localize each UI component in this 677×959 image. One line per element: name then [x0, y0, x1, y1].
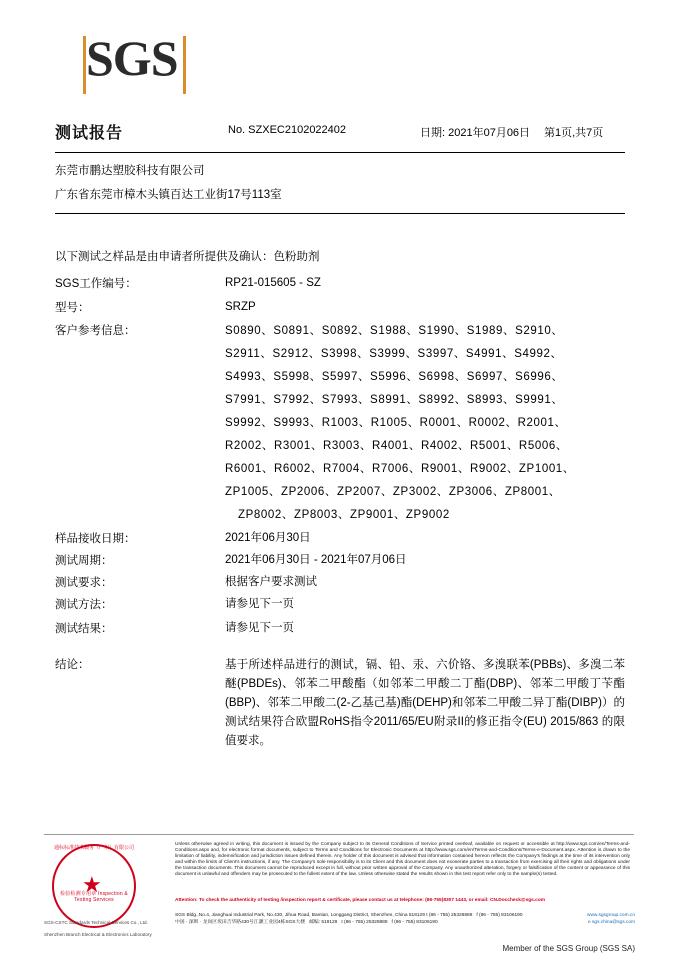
field-value-test-requirement: 根据客户要求测试 — [225, 576, 317, 588]
sgs-logo-text: SGS — [86, 30, 178, 86]
footer-website[interactable]: www.sgsgroup.com.cn — [587, 913, 635, 918]
footer-contact-row-cn — [175, 920, 635, 927]
footer-divider — [44, 834, 634, 835]
star-icon: ★ — [82, 872, 102, 897]
customer-reference-line-3: S4993、S5998、S5997、S5996、S6998、S6997、S6996、 — [225, 371, 564, 383]
field-value-job-no: RP21-015605 - SZ — [225, 277, 321, 289]
header-divider — [55, 152, 625, 153]
footer-fax-cn: f (86 - 755) 83106190 — [391, 919, 438, 925]
field-label-test-method: 测试方法： — [55, 599, 113, 611]
footer-address-en: SGS Bldg.,No.4, Jianghuai Industrial Park, No.430, Jihua Road, Bantian, Longgang District, Shenzhen, China 518129 — [175, 913, 425, 918]
footer-email[interactable]: e sgs.china@sgs.com — [588, 919, 635, 925]
customer-reference-line-4: S7991、S7992、S7993、S8991、S8992、S8993、S9991、 — [225, 394, 564, 406]
field-label-customer-reference: 客户参考信息： — [55, 325, 136, 337]
footer-attention: Attention: To check the authenticity of testing /inspection report & certificate, please contact us at telephone: (86-755)8307 1443, or email: CN.Doccheck@sgs.com — [175, 898, 546, 903]
field-label-test-result: 测试结果： — [55, 623, 113, 635]
company-stamp — [44, 842, 172, 937]
footer-fax-en: f (86 - 755) 83106190 — [476, 913, 523, 918]
report-header — [55, 120, 625, 146]
conclusion-text: 基于所述样品进行的测试，镉、铅、汞、六价铬、多溴联苯(PBBs)、多溴二苯醚(PBDEs)、邻苯二甲酸酯（如邻苯二甲酸二丁酯(DBP)、邻苯二甲酸丁苄酯(BBP)、邻苯二甲酸二(2-乙基己基)酯(DEHP)和邻苯二甲酸二异丁酯(DIBP)）的测试结果符合欧盟RoHS指令2011/65/EU附录II的修正指令(EU) 2015/863 的限值要求。 — [225, 659, 625, 747]
customer-reference-line-1: S0890、S0891、S0892、S1988、S1990、S1989、S2910、 — [225, 325, 564, 337]
client-name: 东莞市鹏达塑胶科技有限公司 — [55, 165, 205, 177]
customer-reference-line-6: R2002、R3001、R3003、R4001、R4002、R5001、R5006、 — [225, 440, 568, 452]
customer-reference-line-9: ZP8002、ZP8003、ZP9001、ZP9002 — [238, 509, 450, 521]
footer-address-cn: 中国 · 深圳 · 龙岗区坂田吉华路430号江灏工业园4栋SGS大楼 — [175, 919, 306, 925]
sample-statement: 以下测试之样品是由申请者所提供及确认：色粉助剂 — [55, 251, 320, 263]
page-count: 第1页,共7页 — [544, 127, 604, 139]
field-label-job-no: SGS工作编号： — [55, 278, 137, 290]
sgs-logo — [86, 32, 196, 92]
footer-postcode-cn: 邮编: 518129 — [309, 919, 338, 925]
stamp-caption-line-1: SGS-CSTC Standards Technical Services Co., Ltd. — [44, 920, 148, 925]
footer-group-note: Member of the SGS Group (SGS SA) — [502, 944, 635, 953]
customer-reference-line-7: R6001、R6002、R7004、R7006、R9001、R9002、ZP1001、 — [225, 463, 575, 475]
report-number: No. SZXEC2102022402 — [228, 124, 347, 136]
stamp-caption-line-2: Shenzhen Branch Electrical & Electronics Laboratory — [44, 932, 152, 937]
customer-reference-line-8: ZP1005、ZP2006、ZP2007、ZP3002、ZP3006、ZP8001、 — [225, 486, 561, 498]
field-label-received-date: 样品接收日期： — [55, 533, 136, 545]
client-address: 广东省东莞市樟木头镇百达工业街17号113室 — [55, 189, 282, 201]
field-value-test-method: 请参见下一页 — [225, 598, 294, 610]
footer-contact — [175, 913, 635, 926]
field-value-test-result: 请参见下一页 — [225, 622, 294, 634]
client-divider — [55, 213, 625, 214]
field-value-test-period: 2021年06月30日 - 2021年07月06日 — [225, 554, 407, 566]
footer-phone-cn: t (86 - 755) 25328888 — [341, 919, 388, 925]
footer-contact-row-en — [175, 913, 635, 920]
field-label-conclusion: 结论： — [55, 659, 90, 671]
stamp-inner-label: 检验检测专用章 Inspection & Testing Services — [60, 891, 128, 903]
customer-reference-line-2: S2911、S2912、S3998、S3999、S3997、S4991、S4992、 — [225, 348, 563, 360]
stamp-ring-label: 通标标准技术服务（广州）有限公司 — [53, 845, 134, 851]
page-title: 测试报告 — [55, 125, 124, 142]
footer-disclaimer: Unless otherwise agreed in writing, this document is issued by the Company subject to its General Conditions of Service printed overleaf, available on request or accessible at http://www.sgs.com/en/Terms-and-Conditions.aspx and, for electronic format documents, subject to Terms and Conditions for Electronic Documents at http://www.sgs.com/en/Terms-and-Conditions/Terms-e-Document.aspx. Attention is drawn to the limitation of liability, indemnification and jurisdiction issues defined therein. Any holder of this document is advised that information contained hereon reflects the Company's findings at the time of its intervention only and within the limits of Client's instructions, if any. The Company's sole responsibility is to its Client and this document does not exonerate parties to a transaction from exercising all their rights and obligations under the transaction documents. This document cannot be reproduced except in full, without prior written approval of the Company. Any unauthorized alteration, forgery or falsification of the content or appearance of this document is unlawful and offenders may be prosecuted to the fullest extent of the law. Unless otherwise stated the results shown in this test report refer only to the sample(s) tested. — [175, 842, 630, 877]
field-label-test-period: 测试周期： — [55, 555, 113, 567]
field-label-model: 型号： — [55, 302, 90, 314]
report-date: 日期: 2021年07月06日 — [420, 127, 531, 139]
field-value-model: SRZP — [225, 301, 256, 313]
field-label-test-requirement: 测试要求： — [55, 577, 113, 589]
customer-reference-line-5: S9992、S9993、R1003、R1005、R0001、R0002、R2001、 — [225, 417, 567, 429]
field-value-received-date: 2021年06月30日 — [225, 532, 311, 544]
footer-phone-en: t (86 - 755) 25328888 — [426, 913, 473, 918]
